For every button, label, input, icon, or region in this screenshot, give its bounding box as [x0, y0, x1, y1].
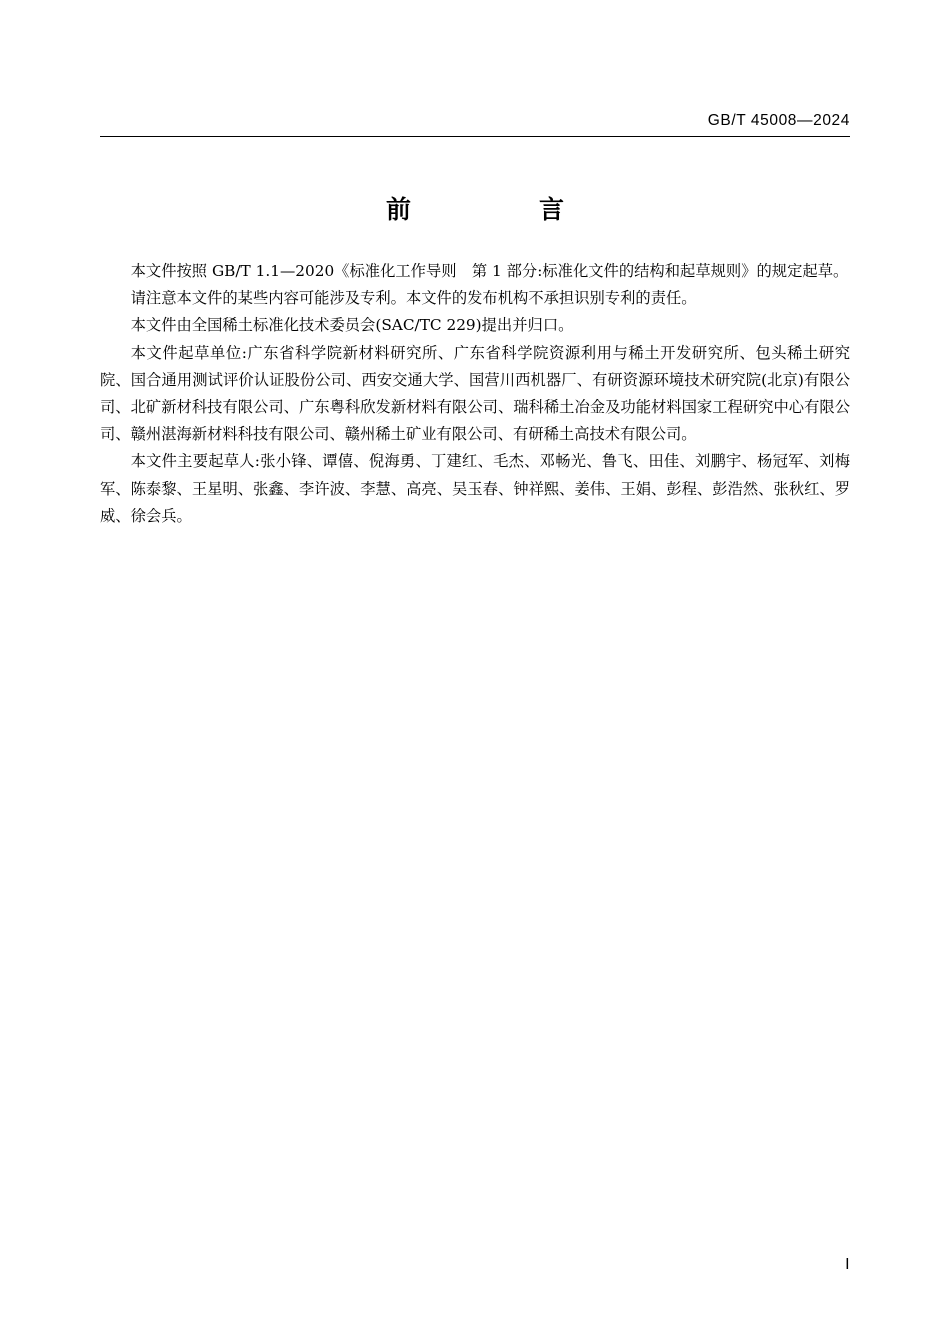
paragraph-drafting-rules: 本文件按照 GB/T 1.1—2020《标准化工作导则 第 1 部分:标准化文件的结构和起草规则》的规定起草。: [130, 262, 849, 280]
paragraph-drafting-organizations: 本文件起草单位:广东省科学院新材料研究所、广东省科学院资源利用与稀土开发研究所、包头稀土研究院、国合通用测试评价认证股份公司、西安交通大学、国营川西机器厂、有研资源环境技术研究院(北京)有限公司、北矿新材科技有限公司、广东粤科欣发新材料有限公司、瑞科稀土冶金及功能材料国家工程研究中心有限公司、赣州湛海新材料科技有限公司、赣州稀土矿业有限公司、有研稀土高技术有限公司。: [100, 343, 850, 444]
footer-page-number: Ⅰ: [845, 1257, 850, 1273]
paragraph-patent-notice: 请注意本文件的某些内容可能涉及专利。本文件的发布机构不承担识别专利的责任。: [130, 289, 697, 308]
header-standard-number: GB/T 45008—2024: [707, 112, 850, 129]
paragraph-proposing-committee: 本文件由全国稀土标准化技术委员会(SAC/TC 229)提出并归口。: [130, 316, 574, 335]
foreword-body: [100, 258, 850, 530]
paragraph-main-drafters: 本文件主要起草人:张小锋、谭僖、倪海勇、丁建红、毛杰、邓畅光、鲁飞、田佳、刘鹏宇、杨冠军、刘梅军、陈泰黎、王星明、张鑫、李许波、李慧、高亮、吴玉春、钟祥熙、姜伟、王娟、彭程、彭浩然、张秋红、罗威、徐会兵。: [100, 452, 850, 525]
page-title: 前 言: [385, 195, 590, 224]
header-divider: [100, 136, 850, 137]
